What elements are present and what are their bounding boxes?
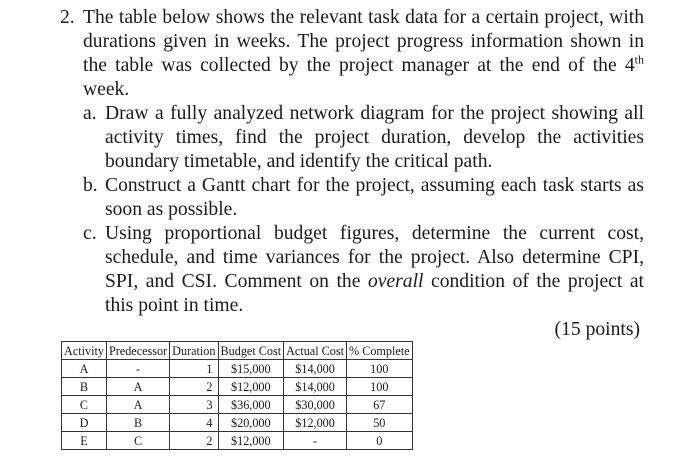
sub-question-text: Draw a fully analyzed network diagram for the project showing all activity times, find the project duration, develop the activities boundary timetable, and identify the critical path.: [105, 103, 644, 172]
sub-question-text-part: condition of the project at this point in time.: [105, 271, 644, 316]
sub-question-letter: c.: [83, 223, 97, 244]
question-intro: [83, 6, 644, 102]
cell-percent-complete: 0: [347, 432, 413, 450]
sub-question-c: [83, 222, 644, 318]
table-row: [62, 414, 413, 432]
header-budget-cost: Budget Cost: [218, 342, 284, 360]
cell-budget-cost: $36,000: [218, 396, 284, 414]
header-actual-cost: Actual Cost: [284, 342, 347, 360]
cell-budget-cost: $15,000: [218, 360, 284, 378]
cell-activity: A: [62, 360, 107, 378]
cell-activity: D: [62, 414, 107, 432]
cell-budget-cost: $20,000: [218, 414, 284, 432]
table-row: [62, 360, 413, 378]
points-label: (15 points): [554, 319, 640, 340]
cell-activity: C: [62, 396, 107, 414]
table-header-row: [62, 342, 413, 360]
header-activity: Activity: [62, 342, 107, 360]
cell-activity: E: [62, 432, 107, 450]
cell-predecessor: A: [106, 396, 169, 414]
cell-duration: 3: [170, 396, 218, 414]
table-row: [62, 396, 413, 414]
cell-duration: 2: [170, 378, 218, 396]
cell-actual-cost: $14,000: [284, 360, 347, 378]
cell-predecessor: A: [106, 378, 169, 396]
cell-actual-cost: $30,000: [284, 396, 347, 414]
sub-question-list: [83, 102, 644, 318]
question-number: 2.: [60, 7, 75, 28]
cell-percent-complete: 100: [347, 360, 413, 378]
task-data-table: [61, 341, 413, 450]
question-intro-end: week.: [83, 79, 130, 100]
header-predecessor: Predecessor: [106, 342, 169, 360]
sub-question-b: [83, 174, 644, 222]
cell-predecessor: B: [106, 414, 169, 432]
cell-duration: 4: [170, 414, 218, 432]
cell-activity: B: [62, 378, 107, 396]
sub-question-text: Construct a Gantt chart for the project, assuming each task starts as soon as possible.: [105, 175, 644, 220]
cell-percent-complete: 67: [347, 396, 413, 414]
header-percent-complete: % Complete: [347, 342, 413, 360]
sub-question-letter: b.: [83, 175, 98, 196]
cell-budget-cost: $12,000: [218, 378, 284, 396]
sub-question-text-part: Using proportional budget figures, determine the current cost, schedule, and time variances for the project. Also determine CPI, SPI, and CSI. Comment on the: [105, 223, 644, 292]
ordinal-suffix: th: [634, 52, 644, 67]
sub-question-text: [105, 223, 644, 316]
question-intro-text: The table below shows the relevant task data for a certain project, with durations given in weeks. The project progress information shown in the table was collected by the project manager at the end of the 4: [83, 7, 644, 76]
sub-question-letter: a.: [83, 103, 97, 124]
cell-percent-complete: 50: [347, 414, 413, 432]
emphasis-word: overall: [367, 271, 424, 292]
header-duration: Duration: [170, 342, 218, 360]
cell-predecessor: -: [106, 360, 169, 378]
cell-budget-cost: $12,000: [218, 432, 284, 450]
table-row: [62, 432, 413, 450]
cell-actual-cost: $14,000: [284, 378, 347, 396]
cell-duration: 2: [170, 432, 218, 450]
question-block: [60, 6, 644, 318]
sub-question-a: [83, 102, 644, 174]
cell-predecessor: C: [106, 432, 169, 450]
cell-percent-complete: 100: [347, 378, 413, 396]
cell-duration: 1: [170, 360, 218, 378]
table-row: [62, 378, 413, 396]
cell-actual-cost: -: [284, 432, 347, 450]
cell-actual-cost: $12,000: [284, 414, 347, 432]
